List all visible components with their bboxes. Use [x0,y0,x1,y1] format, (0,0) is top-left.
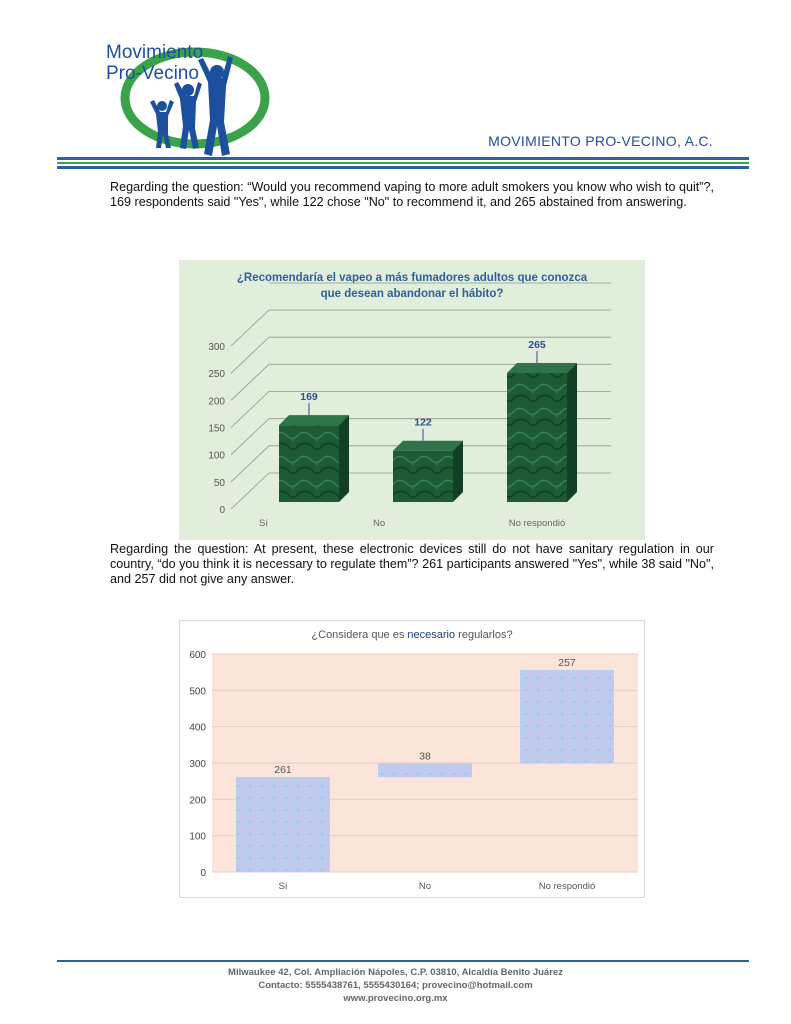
header-rule-blue-2 [57,166,749,169]
chart-vaping-recommendation [179,260,645,540]
chart1-ytick-label: 200 [208,396,225,408]
chart2-category-label: Sí [278,881,288,892]
chart1-gridline-diag [231,473,269,509]
paragraph-2: Regarding the question: At present, these electronic devices still do not have sanitary regulation in our country, “do you think it is necessary to regulate them”? 261 participants answered "Yes", while 38 said "No", and 257 did not give any answer. [110,542,714,586]
chart2-ytick-label: 300 [189,759,206,770]
logo [100,30,270,160]
chart1-ytick-label: 0 [219,505,225,516]
chart2-ytick-label: 400 [189,722,206,734]
chart2-bar [520,670,614,763]
footer-contact: Contacto: 5555438761, 5555430164; provecino@hotmail.com [258,980,533,991]
chart1-bar-top [279,415,349,425]
chart1-category-label: No [373,518,386,529]
chart-regulation-necessity [179,620,645,898]
chart1-gridline-diag [231,337,269,373]
chart2-category-label: No respondió [538,881,596,892]
footer-address: Milwaukee 42, Col. Ampliación Nápoles, C.P. 03810, Alcaldía Benito Juárez [228,967,563,978]
chart1-gridline-diag [231,364,269,400]
header-rule-green [57,162,749,164]
footer-rule [57,960,749,962]
paragraph-1: Regarding the question: “Would you recommend vaping to more adult smokers you know who wish to quit”?, 169 respondents said "Yes", while 122 chose "No" to recommend it, and 265 abstained from answering. [110,180,714,209]
footer-website: www.provecino.org.mx [343,993,448,1004]
chart2-svg [180,621,644,897]
chart1-gridline-diag [231,392,269,428]
chart1-bar-side [453,441,463,502]
chart1-data-label: 169 [300,391,318,404]
chart1-bar-top [393,441,463,451]
chart1-gridline-diag [231,446,269,482]
chart2-ytick-label: 200 [189,795,206,807]
chart1-bar [507,373,567,502]
chart2-ytick-label: 0 [200,868,206,879]
chart2-ytick-label: 100 [189,831,206,843]
chart1-bar [393,451,453,502]
chart1-ytick-label: 150 [208,423,225,435]
chart1-ytick-label: 50 [213,477,225,489]
chart1-bar-top [507,363,577,373]
chart2-title: ¿Considera que es necesario regularlos? [311,629,513,641]
chart2-ytick-label: 500 [189,686,206,698]
chart2-data-label: 38 [419,750,431,763]
chart1-data-label: 265 [528,339,546,352]
chart1-gridline-diag [231,419,269,455]
chart2-bar [236,777,330,872]
header-rule-blue [57,157,749,160]
chart2-data-label: 261 [274,764,292,777]
chart1-data-label: 122 [414,416,432,429]
chart1-ytick-label: 300 [208,342,225,353]
org-name: MOVIMIENTO PRO-VECINO, A.C. [488,133,713,149]
chart1-bar [279,425,339,502]
logo-line1: Movimiento [106,42,204,63]
chart1-title-line2: que desean abandonar el hábito? [320,288,504,300]
chart1-ytick-label: 100 [208,450,225,462]
chart1-title-line1: ¿Recomendaría el vapeo a más fumadores adultos que conozca [236,272,588,284]
chart1-category-label: Sí [259,518,268,529]
chart2-ytick-label: 600 [189,650,206,661]
chart1-bar-side [339,415,349,502]
chart1-category-label: No respondió [508,518,566,529]
chart1-svg [179,260,645,540]
chart2-category-label: No [418,881,432,892]
chart2-data-label: 257 [558,656,576,669]
chart1-bar-side [567,363,577,502]
logo-line2: Pro-Vecino [106,63,199,84]
chart2-bar [378,763,472,777]
chart1-gridline-diag [231,310,269,346]
chart1-ytick-label: 250 [208,369,225,381]
